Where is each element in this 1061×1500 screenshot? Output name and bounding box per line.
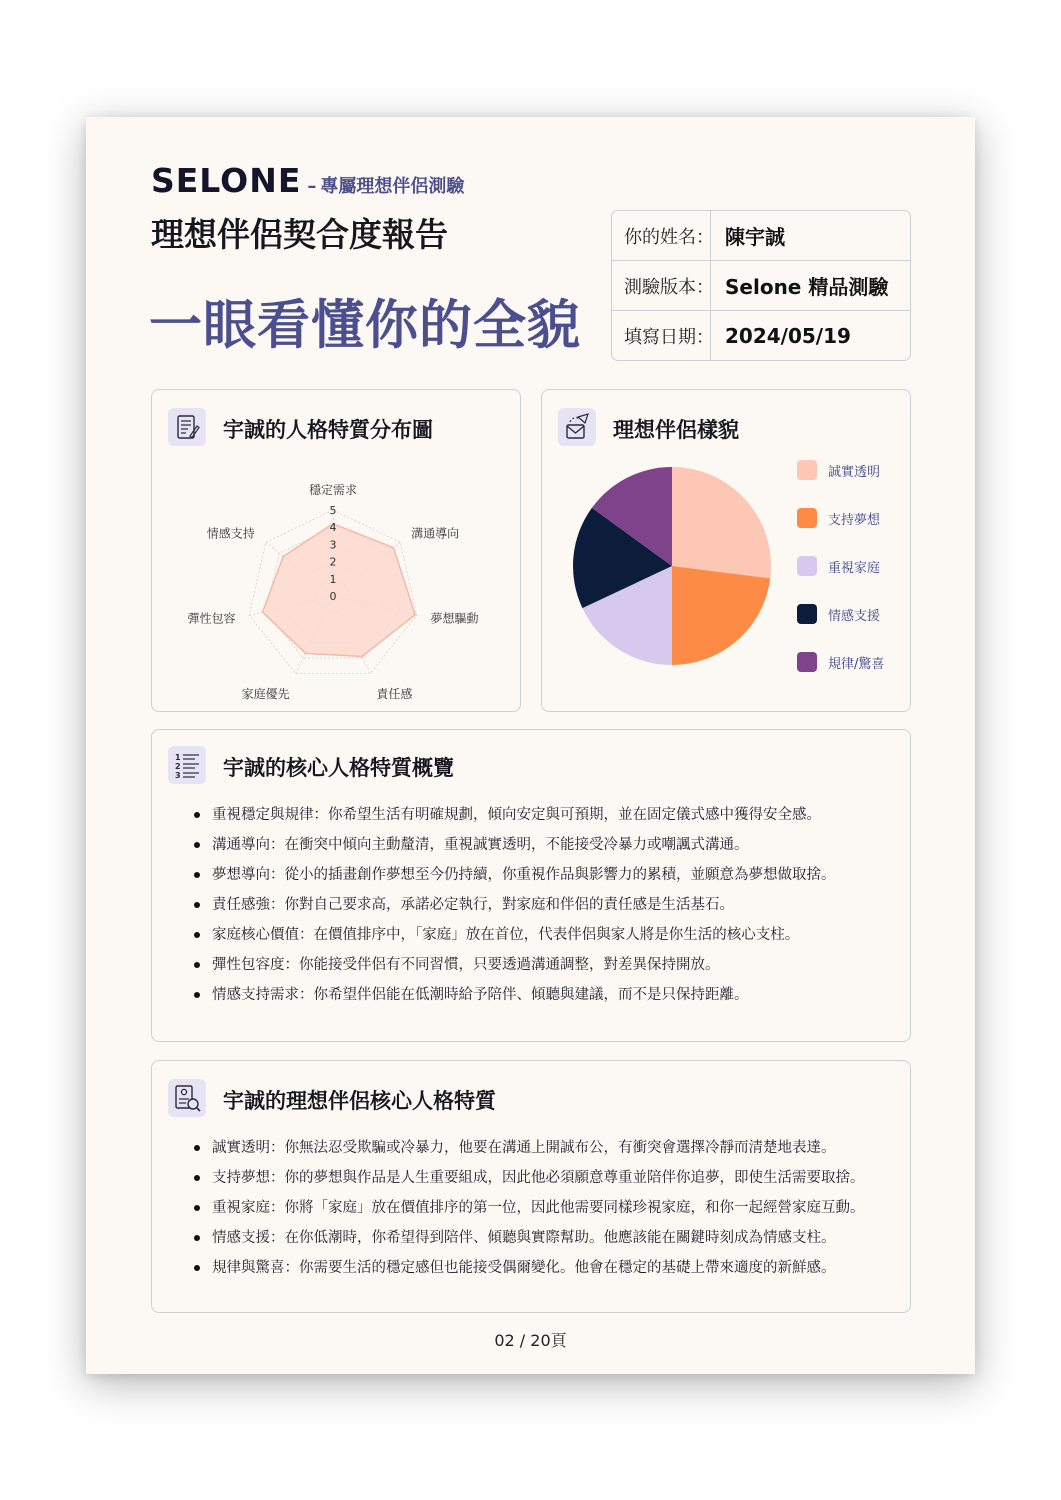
radar-tick-label: 5 [329,504,337,517]
legend-item [797,460,880,480]
radar-axis-label: 夢想驅動 [430,611,479,626]
legend-item [797,556,880,576]
svg-text:3: 3 [175,771,181,780]
radar-tick-label: 4 [329,521,337,535]
list-item: 夢想導向：從小的插畫創作夢想至今仍持續，你重視作品與影響力的累積，並願意為夢想做取捨。 [193,860,836,890]
core-traits-title: 宇誠的核心人格特質概覽 [223,756,454,780]
report-title: 理想伴侶契合度報告 [151,215,448,254]
info-label: 填寫日期： [624,326,714,348]
list-item: 重視穩定與規律：你希望生活有明確規劃，傾向安定與可預期，並在固定儀式感中獲得安全感。 [193,800,836,830]
legend-label: 誠實透明 [828,464,881,480]
radar-series [263,524,416,657]
legend-label: 支持夢想 [828,512,881,528]
report-page [86,117,975,1374]
radar-chart [152,456,518,706]
svg-text:2: 2 [175,762,181,771]
numbered-list-icon [168,746,206,784]
list-item: 責任感強：你對自己要求高，承諾必定執行，對家庭和伴侶的責任感是生活基石。 [193,890,836,920]
list-item: 規律與驚喜：你需要生活的穩定感但也能接受偶爾變化。他會在穩定的基礎上帶來適度的新鮮感。 [193,1253,865,1283]
radar-card [151,389,521,712]
list-item: 彈性包容度：你能接受伴侶有不同習慣，只要透過溝通調整，對差異保持開放。 [193,950,836,980]
radar-axis-label: 情感支持 [206,526,255,541]
info-row-name [612,211,910,260]
info-value: 2024/05/19 [710,311,910,360]
list-item: 情感支持需求：你希望伴侶能在低潮時給予陪伴、傾聽與建議，而不是只保持距離。 [193,980,836,1010]
list-item: 溝通導向：在衝突中傾向主動釐清，重視誠實透明，不能接受冷暴力或嘲諷式溝通。 [193,830,836,860]
legend-swatch [797,604,817,624]
list-item: 誠實透明：你無法忍受欺騙或冷暴力，他要在溝通上開誠布公，有衝突會選擇冷靜而清楚地表達。 [193,1133,865,1163]
radar-axis-label: 彈性包容 [187,611,236,626]
list-item: 情感支援：在你低潮時，你希望得到陪伴、傾聽與實際幫助。他應該能在關鍵時刻成為情感支柱。 [193,1223,865,1253]
pie-card [541,389,911,712]
core-traits-card [151,729,911,1042]
headline: 一眼看懂你的全貌 [149,295,581,356]
legend-swatch [797,460,817,480]
legend-item [797,604,880,624]
svg-text:1: 1 [175,753,181,762]
legend-swatch [797,652,817,672]
pie-title: 理想伴侶樣貌 [613,418,739,442]
list-item: 重視家庭：你將「家庭」放在價值排序的第一位，因此他需要同樣珍視家庭，和你一起經營家庭互動。 [193,1193,865,1223]
radar-tick-label: 0 [329,590,337,603]
legend-label: 重視家庭 [828,560,881,576]
radar-tick-label: 3 [329,538,337,552]
legend-swatch [797,556,817,576]
info-value: Selone 精品測驗 [710,261,910,310]
document-pen-icon [168,408,206,446]
radar-axis-label: 溝通導向 [411,526,460,541]
list-item: 家庭核心價值：在價值排序中，「家庭」放在首位，代表伴侶與家人將是你生活的核心支柱。 [193,920,836,950]
ideal-partner-card [151,1060,911,1313]
legend-item [797,508,880,528]
radar-tick-label: 1 [329,572,337,586]
radar-tick-label: 2 [329,555,337,569]
pie-slice [672,467,771,578]
brand-separator: – [307,176,317,197]
core-traits-list [193,800,836,1010]
info-value: 陳宇誠 [710,211,910,260]
brand-subtitle: 專屬理想伴侶測驗 [320,176,465,197]
legend-swatch [797,508,817,528]
pie-chart [542,456,782,706]
radar-axis-label: 責任感 [376,687,413,702]
radar-axis-label: 家庭優先 [241,687,290,702]
page-number: 02 / 20頁 [494,1331,567,1350]
legend-item [797,652,884,672]
radar-axis-label: 穩定需求 [308,483,358,497]
info-label: 測驗版本： [624,276,714,298]
info-table [611,210,911,361]
pie-slice [672,566,770,665]
legend-label: 規律/驚喜 [828,656,885,672]
radar-title: 宇誠的人格特質分布圖 [223,418,433,442]
list-item: 支持夢想：你的夢想與作品是人生重要組成，因此他必須願意尊重並陪伴你追夢，即使生活需要取捨。 [193,1163,865,1193]
legend-label: 情感支援 [828,608,881,624]
info-label: 你的姓名： [624,226,714,248]
ideal-partner-title: 宇誠的理想伴侶核心人格特質 [223,1089,496,1113]
envelope-heart-icon [558,408,596,446]
brand-logo: SELONE [151,161,302,200]
profile-search-icon [168,1079,206,1117]
info-row-date [612,310,910,360]
info-row-version [612,260,910,310]
brand-header [151,161,464,200]
ideal-partner-list [193,1133,865,1283]
